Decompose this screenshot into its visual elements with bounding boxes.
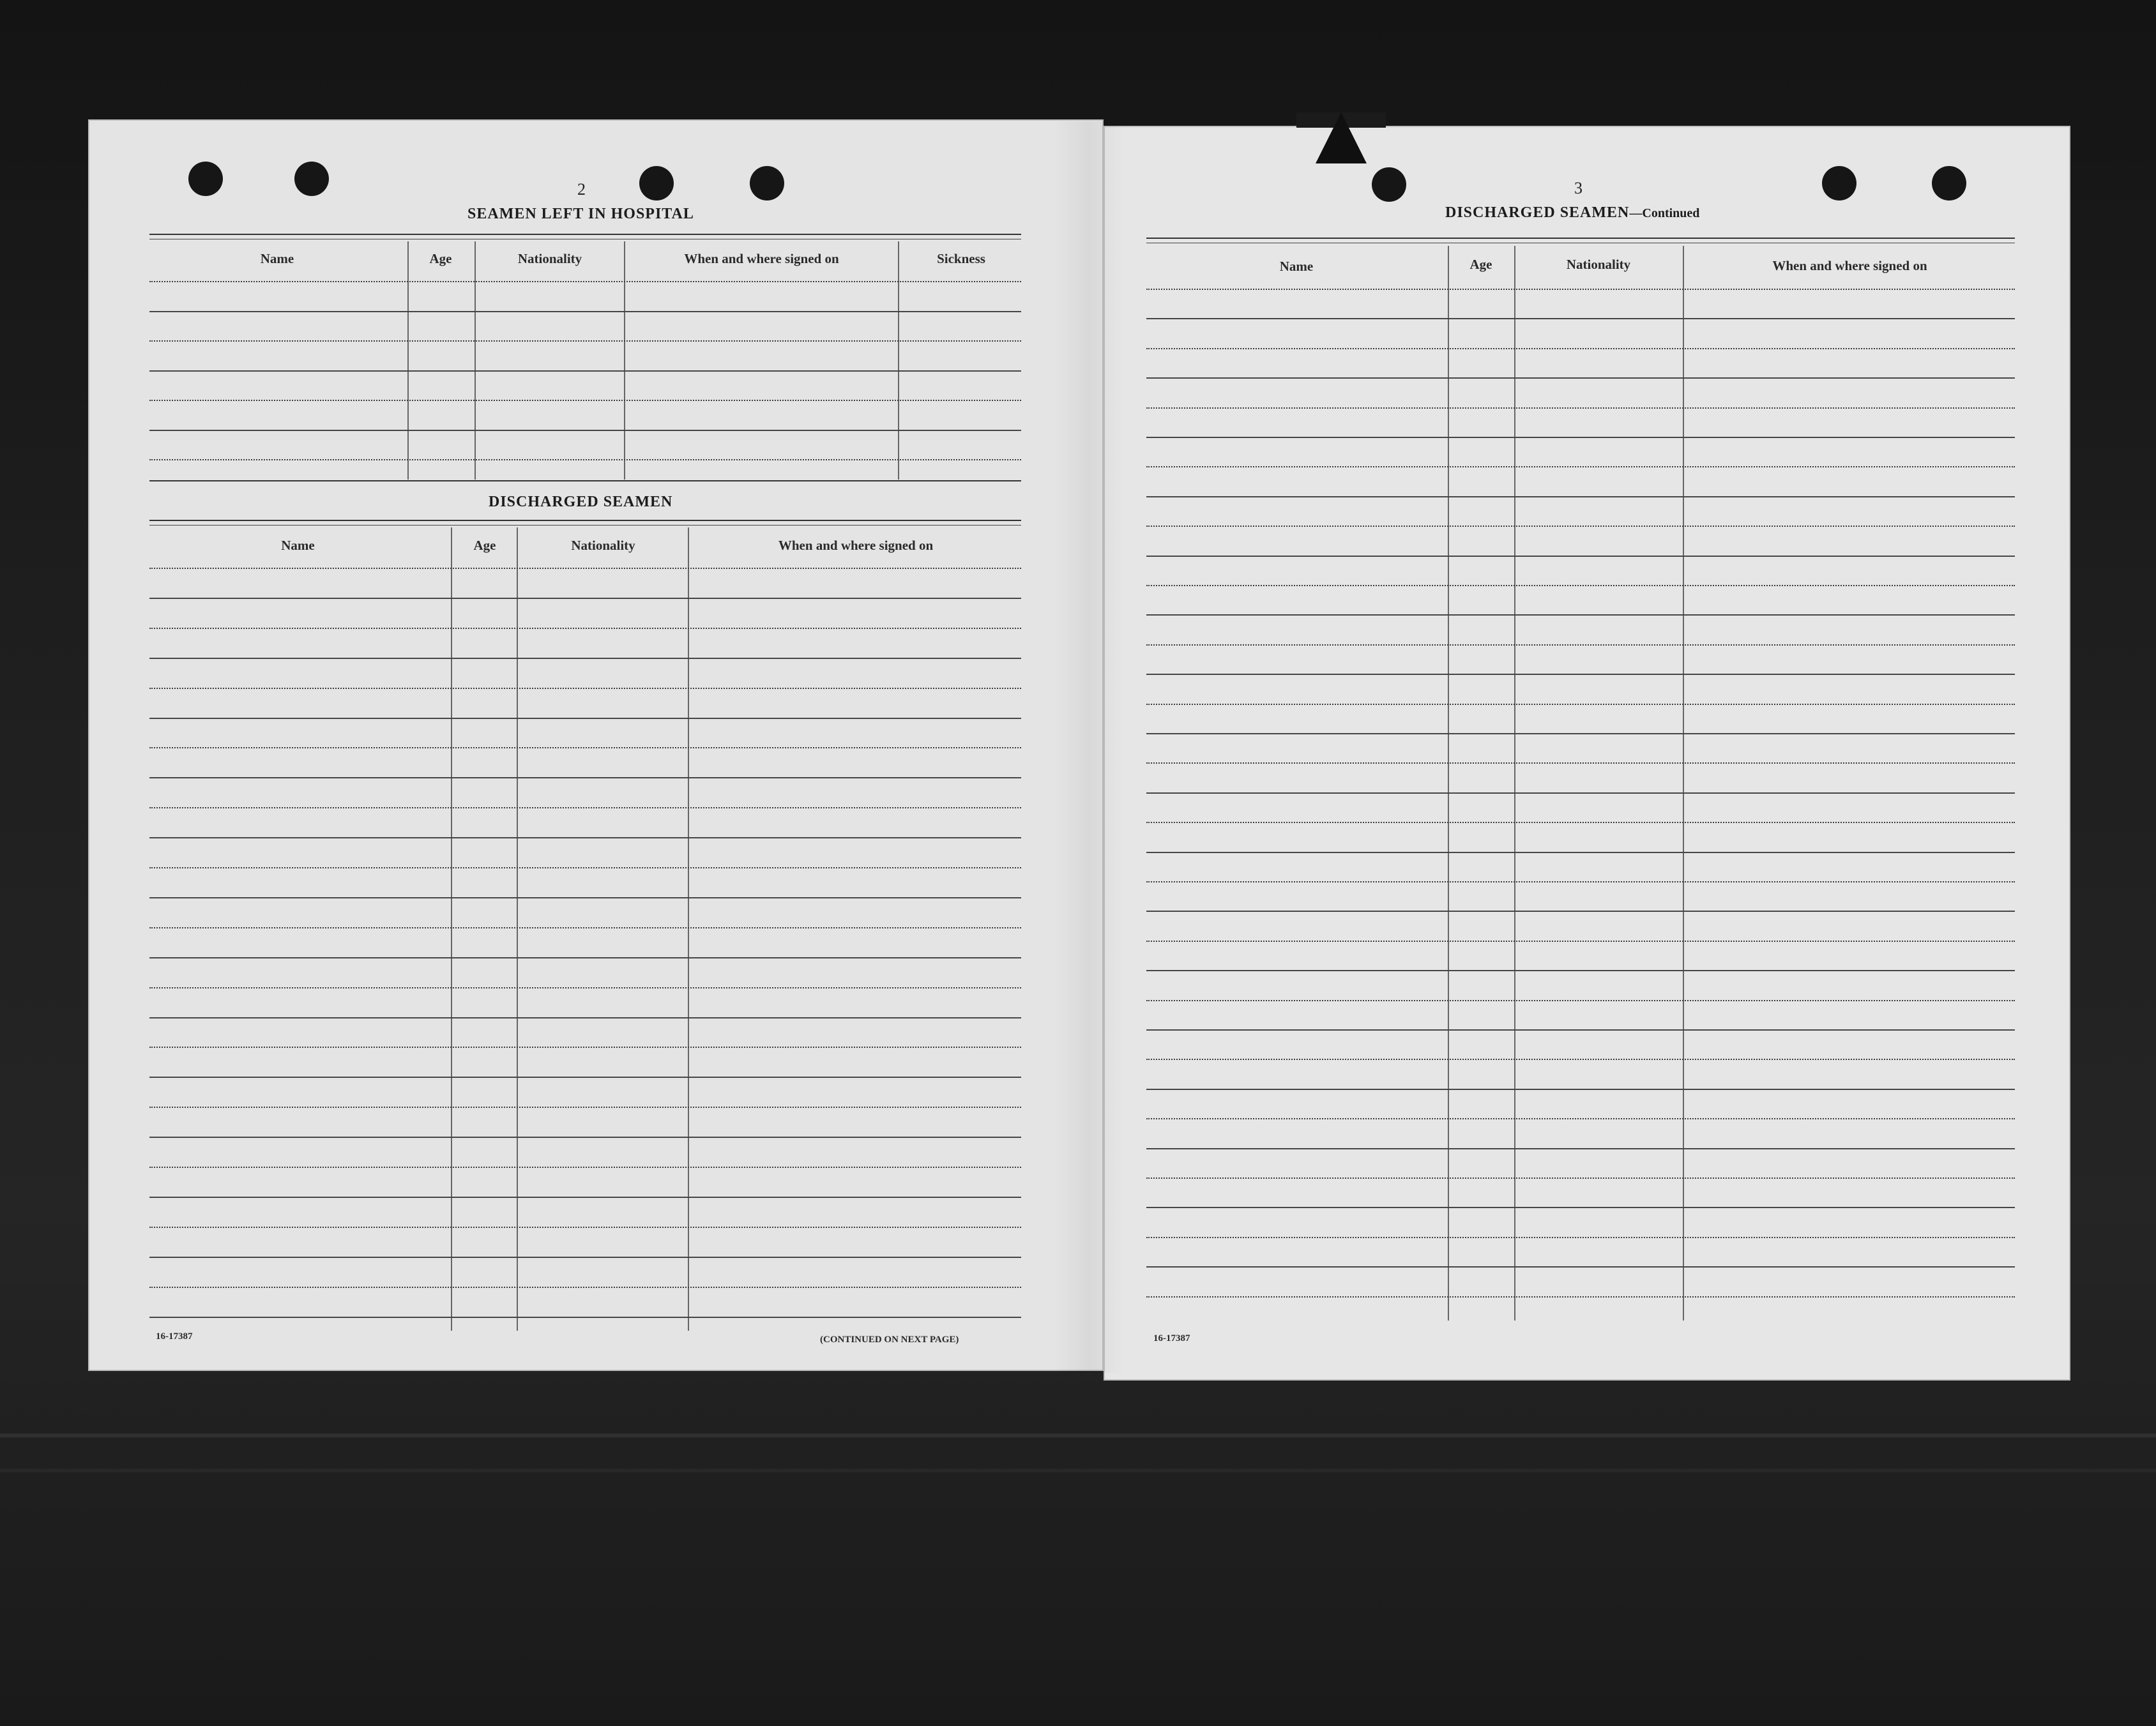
blank-entry-line [149,400,1021,401]
blank-entry-line [1146,644,2015,646]
blank-entry-line [1146,466,2015,467]
title-suffix: —Continued [1629,206,1700,220]
page-number: 3 [1574,179,1583,197]
right-section-title [1445,204,1699,222]
blank-entry-line [1146,614,2015,616]
blank-entry-line [1146,970,2015,971]
blank-entry-line [149,430,1021,431]
blank-entry-line [149,837,1021,838]
blank-entry-line [149,1227,1021,1228]
discharged-top-rule [149,520,1021,521]
title-main: DISCHARGED SEAMEN [1445,204,1630,221]
blank-entry-line [149,658,1021,659]
header-name: Name [1279,259,1314,274]
blank-entry-line [1146,733,2015,734]
discharged-section-title: DISCHARGED SEAMEN [489,494,673,510]
blank-entry-line [1146,852,2015,853]
blank-entry-line [1146,1177,2015,1179]
blank-entry-line [149,340,1021,342]
blank-entry-line [149,459,1021,460]
blank-entry-line [149,867,1021,868]
blank-entry-line [149,688,1021,689]
page-fold [1054,121,1124,1373]
blank-entry-line [1146,1266,2015,1268]
blank-entry-line [149,718,1021,719]
punch-hole [750,166,784,201]
blank-entry-line [149,311,1021,312]
blank-entry-line [1146,377,2015,379]
blank-entry-line [1146,1029,2015,1031]
punch-hole [294,162,329,196]
header-age: Age [473,538,496,553]
blank-entry-line [149,927,1021,928]
blank-entry-line [149,568,1021,569]
blank-entry-line [149,370,1021,372]
header-when-where: When and where signed on [1772,258,1927,273]
blank-entry-line [149,1167,1021,1168]
blank-entry-line [149,1047,1021,1048]
blank-entry-line [149,281,1021,282]
blank-entry-line [1146,911,2015,912]
blank-entry-line [149,897,1021,898]
blank-entry-line [1146,526,2015,527]
column-divider [517,527,518,1331]
header-sickness: Sickness [937,251,985,266]
header-nationality: Nationality [571,538,635,553]
punch-hole [1932,166,1966,201]
blank-entry-line [1146,674,2015,675]
column-divider [474,241,476,480]
header-when-where: When and where signed on [778,538,934,553]
blank-entry-line [1146,1207,2015,1208]
header-when-where: When and where signed on [684,251,839,266]
blank-entry-line [1146,1237,2015,1238]
right-page [1104,126,2070,1381]
blank-entry-line [149,1287,1021,1288]
blank-entry-line [1146,1296,2015,1298]
blank-entry-line [1146,881,2015,882]
column-divider [898,241,899,480]
background-band [0,1434,2156,1437]
header-nationality: Nationality [517,251,582,266]
form-number: 16-17387 [1153,1333,1190,1344]
blank-entry-line [149,1197,1021,1198]
blank-entry-line [149,628,1021,629]
right-top-rule [1146,238,2015,239]
background-band [0,1469,2156,1472]
blank-entry-line [1146,496,2015,497]
blank-entry-line [1146,941,2015,942]
header-name: Name [260,251,294,266]
blank-entry-line [1146,1148,2015,1149]
blank-entry-line [1146,1089,2015,1090]
hospital-section-title: SEAMEN LEFT IN HOSPITAL [467,206,694,222]
blank-entry-line [1146,348,2015,349]
discharged-top-rule [149,525,1021,526]
continued-note: (CONTINUED ON NEXT PAGE) [820,1335,959,1345]
punch-hole [1372,167,1406,202]
blank-entry-line [1146,822,2015,823]
column-divider [624,241,625,480]
punch-hole [188,162,223,196]
header-nationality: Nationality [1566,257,1631,272]
blank-entry-line [1146,704,2015,705]
blank-entry-line [1146,762,2015,764]
blank-entry-line [1146,437,2015,438]
punch-hole [1822,166,1856,201]
blank-entry-line [1146,1000,2015,1001]
blank-entry-line [149,747,1021,748]
blank-entry-line [149,807,1021,808]
blank-entry-line [1146,585,2015,586]
blank-entry-line [149,1137,1021,1138]
header-age: Age [429,251,452,266]
page-number: 2 [577,180,586,199]
blank-entry-line [149,598,1021,599]
blank-entry-line [149,1107,1021,1108]
blank-entry-line [149,957,1021,958]
blank-entry-line [1146,1059,2015,1060]
punch-hole [639,166,674,201]
column-divider [451,527,452,1331]
blank-entry-line [149,1017,1021,1018]
form-number: 16-17387 [156,1331,193,1342]
blank-entry-line [149,1317,1021,1318]
blank-entry-line [1146,1118,2015,1119]
blank-entry-line [149,777,1021,778]
header-age: Age [1469,257,1492,272]
column-divider [407,241,409,480]
blank-entry-line [1146,792,2015,794]
blank-entry-line [1146,318,2015,319]
hospital-top-rule [149,234,1021,235]
hospital-bottom-rule [149,480,1021,481]
blank-entry-line [149,987,1021,988]
top-notch [1316,112,1367,163]
header-name: Name [281,538,315,553]
blank-entry-line [1146,407,2015,409]
column-divider [688,527,689,1331]
blank-entry-line [1146,289,2015,290]
left-page [88,119,1104,1371]
blank-entry-line [149,1077,1021,1078]
blank-entry-line [1146,556,2015,557]
blank-entry-line [149,1257,1021,1258]
